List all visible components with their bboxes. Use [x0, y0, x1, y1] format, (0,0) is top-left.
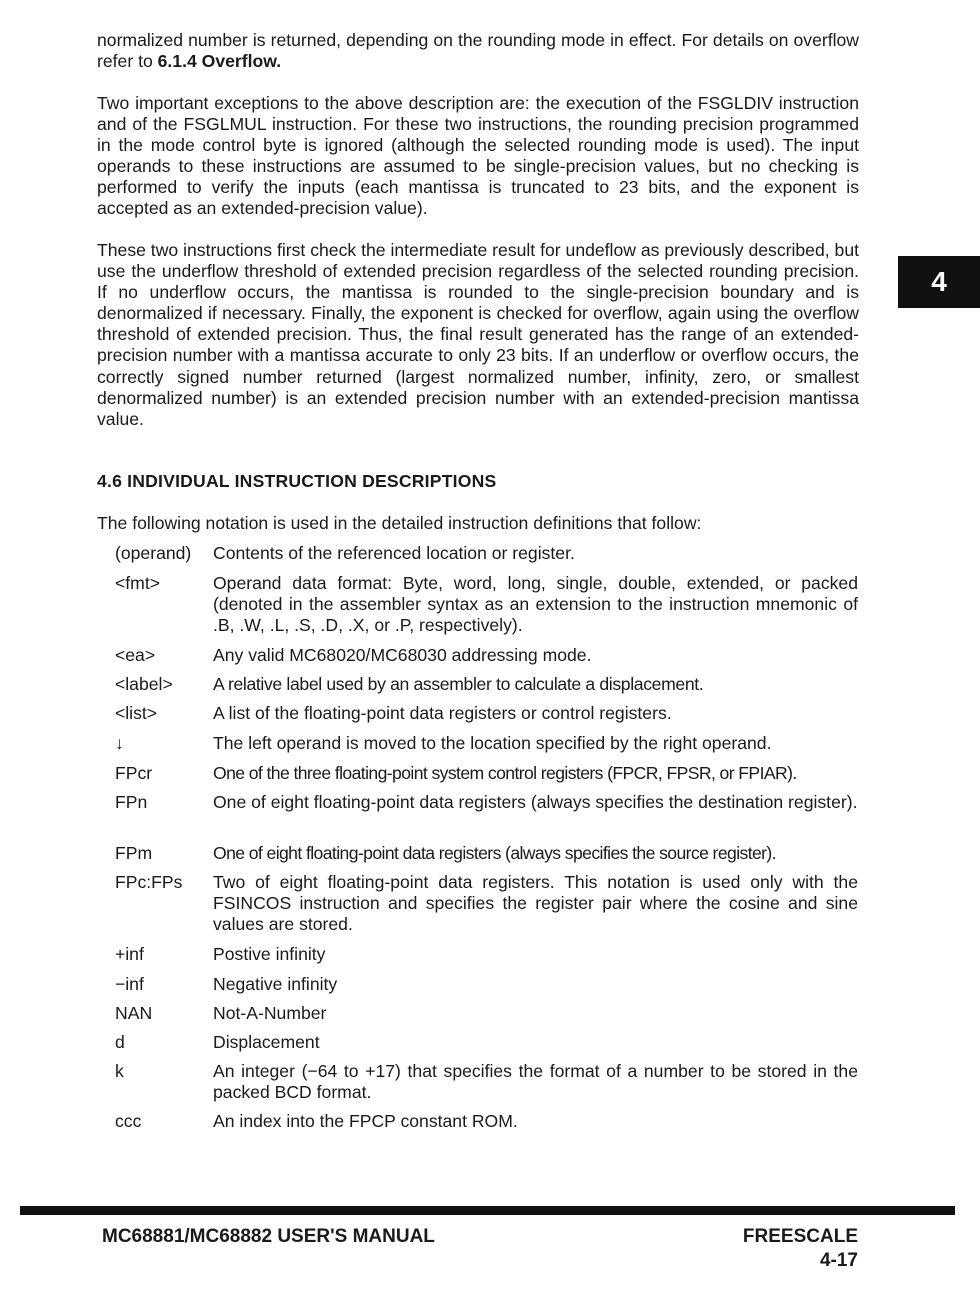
footer-manual-title: MC68881/MC68882 USER'S MANUAL	[102, 1226, 435, 1247]
notation-term: +inf	[115, 944, 144, 964]
notation-term: FPn	[115, 792, 148, 812]
notation-term: d	[115, 1032, 125, 1052]
paragraph-text: normalized number is returned, depending on the rounding mode in effect. For details on overflow refer to	[97, 30, 859, 72]
notation-definition: Any valid MC68020/MC68030 addressing mode.	[213, 645, 592, 665]
notation-term: <ea>	[115, 645, 156, 665]
notation-definition: A relative label used by an assembler to calculate a displacement.	[213, 674, 704, 694]
notation-definition: An index into the FPCP constant ROM.	[213, 1111, 518, 1131]
chapter-tab: 4	[898, 256, 980, 308]
notation-definition: One of eight floating-point data registers (always specifies the destination register).	[213, 792, 858, 812]
notation-term: <fmt>	[115, 573, 160, 593]
paragraph-underflow-check: These two instructions first check the intermediate result for undeflow as previously described, but use the underflow threshold of extended precision regardless of the selected rounding precision. If no underflow occurs, the mantissa is rounded to the single-precision boundary and is denormalized if necessary. Finally, the exponent is checked for overflow, again using the overflow threshold of extended precision. Thus, the final result generated has the range of an extended-precision number with a mantissa accurate to only 23 bits. If an underflow or overflow occurs, the correctly signed number returned (largest normalized number, infinity, zero, or smallest denormalized number) is an extended precision number with an extended-precision mantissa value.	[97, 240, 859, 429]
notation-definition: Displacement	[213, 1032, 320, 1052]
notation-term: (operand)	[115, 543, 192, 563]
notation-definition: Contents of the referenced location or register.	[213, 543, 575, 563]
section-heading: 4.6 INDIVIDUAL INSTRUCTION DESCRIPTIONS	[97, 471, 497, 491]
footer-brand: FREESCALE	[742, 1226, 858, 1247]
notation-definition: Two of eight floating-point data registers. This notation is used only with the FSINCOS instruction and specifies the register pair where the cosine and sine values are stored.	[213, 872, 858, 935]
section-reference: 6.1.4 Overflow.	[157, 51, 282, 72]
notation-term: FPc:FPs	[115, 872, 183, 892]
notation-term: <label>	[115, 674, 173, 694]
notation-term: FPcr	[115, 763, 153, 783]
notation-definition: One of the three floating-point system control registers (FPCR, FPSR, or FPIAR).	[213, 763, 797, 783]
notation-definition: An integer (−64 to +17) that specifies the format of a number to be stored in the packed BCD format.	[213, 1061, 858, 1103]
paragraph-exceptions: Two important exceptions to the above description are: the execution of the FSGLDIV instruction and of the FSGLMUL instruction. For these two instructions, the rounding precision programmed in the mode control byte is ignored (although the selected rounding mode is used). The input operands to these instructions are assumed to be single-precision values, but no checking is performed to verify the inputs (each mantissa is truncated to 23 bits, and the exponent is accepted as an extended-precision value).	[97, 93, 859, 219]
arrow-icon: ↓	[115, 733, 124, 753]
notation-term: <list>	[115, 703, 158, 723]
page-number: 4-17	[819, 1250, 858, 1271]
section-intro: The following notation is used in the detailed instruction definitions that follow:	[97, 513, 702, 533]
notation-definition: Operand data format: Byte, word, long, single, double, extended, or packed (denoted in the assembler syntax as an extension to the instruction mnemonic of .B, .W, .L, .S, .D, .X, or .P, respectively).	[213, 573, 858, 636]
notation-term: NAN	[115, 1003, 153, 1023]
notation-definition: The left operand is moved to the location specified by the right operand.	[213, 733, 772, 753]
notation-term: k	[115, 1061, 124, 1081]
footer-divider	[20, 1206, 955, 1215]
notation-definition: A list of the floating-point data registers or control registers.	[213, 703, 672, 723]
paragraph-overflow-note	[97, 30, 859, 72]
notation-definition: Postive infinity	[213, 944, 326, 964]
notation-term: FPm	[115, 843, 153, 863]
notation-definition: Not-A-Number	[213, 1003, 327, 1023]
notation-definition: Negative infinity	[213, 974, 338, 994]
notation-definition: One of eight floating-point data registers (always specifies the source register).	[213, 843, 776, 863]
notation-term: ccc	[115, 1111, 142, 1131]
notation-term: −inf	[115, 974, 144, 994]
